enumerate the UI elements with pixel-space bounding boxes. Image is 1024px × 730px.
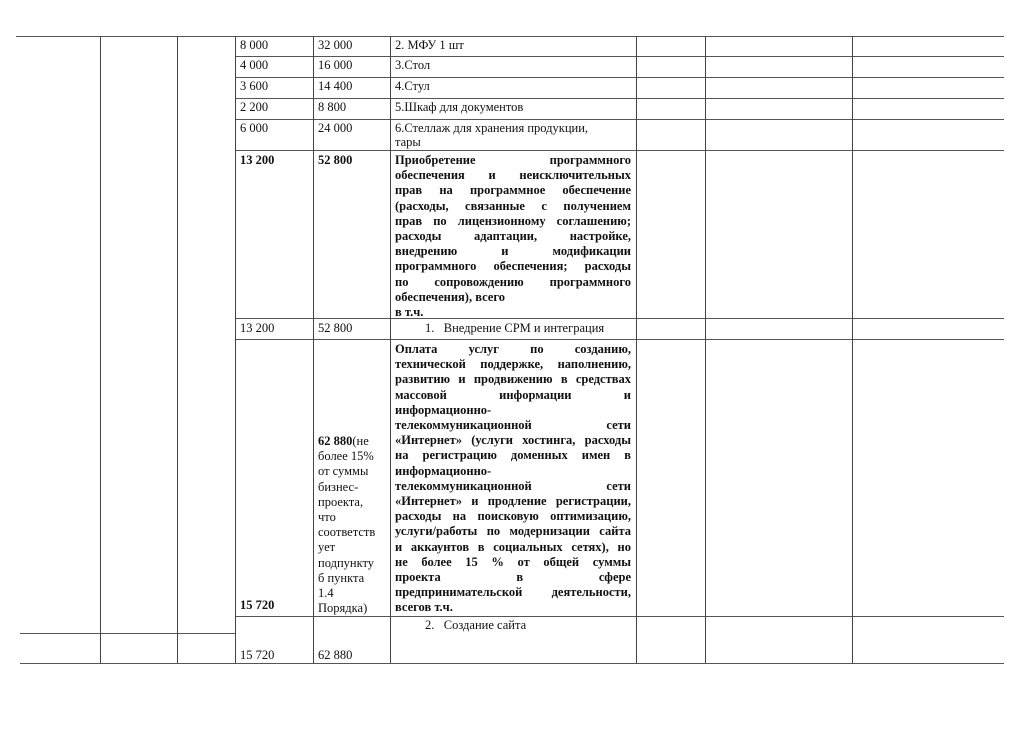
desc-line: внедрению и модификации (395, 244, 631, 259)
left-block-divider (20, 633, 236, 634)
price-cell: 15 720 (240, 648, 275, 662)
item-cell-line: 6.Стеллаж для хранения продукции, (395, 121, 589, 135)
total-note-line: что (318, 510, 336, 525)
price-cell: 13 200 (240, 321, 275, 335)
total-note-text: (не (352, 434, 369, 448)
desc-line: расходы на поисковую оптимизацию, (395, 509, 631, 524)
item-cell: 3.Стол (395, 58, 431, 72)
desc-line: Приобретение программного (395, 153, 631, 167)
col-border (705, 36, 706, 663)
row-divider (235, 56, 1004, 57)
total-cell: 14 400 (318, 79, 353, 93)
col-border (100, 36, 101, 663)
desc-line: телекоммуникационной сети (395, 478, 631, 493)
total-note-line: б пункта (318, 570, 365, 585)
desc-line: в т.ч. (395, 305, 424, 320)
desc-line: «Интернет» и продление регистрации, (395, 494, 631, 509)
website-services-description (395, 342, 631, 616)
desc-line: прав на программное обеспечение (395, 183, 631, 198)
desc-line: обеспечения), всего (395, 289, 505, 304)
col-border (852, 36, 853, 663)
desc-line: проекта в сфере (395, 570, 631, 585)
row-divider (235, 77, 1004, 78)
total-amount: 62 880 (318, 434, 353, 448)
desc-line: (расходы, связанные с получением (395, 198, 631, 213)
total-cell: 32 000 (318, 38, 353, 52)
total-note-line: соответств (318, 525, 376, 540)
col-border (636, 36, 637, 663)
total-note-line: подпункту (318, 555, 375, 570)
price-cell: 6 000 (240, 121, 269, 135)
total-note-line: от суммы (318, 464, 369, 479)
item-cell: 5.Шкаф для документов (395, 100, 524, 114)
total-note-line: Порядка) (318, 601, 368, 616)
desc-line: по сопровождению программного (395, 274, 631, 289)
total-note-line: ует (318, 540, 336, 555)
desc-line: услуги/работы по модернизации сайта (395, 524, 631, 539)
desc-line: технической поддержке, наполнению, (395, 357, 631, 372)
total-cell: 16 000 (318, 58, 353, 72)
total-cell: 62 880 (318, 648, 353, 662)
row-divider (235, 119, 1004, 120)
desc-line: всегов т.ч. (395, 600, 453, 615)
total-cell: 52 800 (318, 153, 353, 167)
desc-line: программного обеспечения; расходы (395, 259, 631, 274)
col-border (390, 36, 391, 663)
row-divider (235, 98, 1004, 99)
price-cell: 15 720 (240, 598, 275, 612)
desc-line: предпринимательской деятельности, (395, 585, 631, 600)
desc-line: не более 15 % от общей суммы (395, 554, 631, 569)
item-cell-line: тары (395, 135, 421, 149)
desc-line: расходы адаптации, настройке, (395, 229, 631, 244)
row-divider (235, 339, 1004, 340)
total-note-line: бизнес- (318, 479, 359, 494)
total-cell: 24 000 (318, 121, 353, 135)
desc-line: «Интернет» (услуги хостинга, расходы (395, 433, 631, 448)
desc-line: обеспечения и неисключительных (395, 168, 631, 183)
total-note-cell (318, 434, 390, 616)
price-cell: 2 200 (240, 100, 269, 114)
total-cell: 52 800 (318, 321, 353, 335)
desc-line: информационно- (395, 402, 492, 417)
col-border (313, 36, 314, 663)
desc-line: прав по лицензионному соглашению; (395, 213, 631, 228)
table-bottom-border (20, 663, 1004, 664)
price-cell: 13 200 (240, 153, 275, 167)
software-description (395, 153, 631, 320)
table-top-border (16, 36, 1004, 37)
price-cell: 4 000 (240, 58, 269, 72)
item-cell: 2. МФУ 1 шт (395, 38, 464, 52)
item-cell: 1. Внедрение СРМ и интеграция (425, 321, 605, 335)
total-cell: 8 800 (318, 100, 347, 114)
desc-line: Оплата услуг по созданию, (395, 342, 631, 356)
desc-line: массовой информации и (395, 387, 631, 402)
total-note-line: более 15% (318, 449, 374, 464)
desc-line: информационно- (395, 463, 492, 478)
row-divider (235, 150, 1004, 151)
price-cell: 3 600 (240, 79, 269, 93)
desc-line: на регистрацию доменных имен в (395, 448, 631, 463)
desc-line: и аккаунтов в социальных сетях), но (395, 539, 631, 554)
total-note-line: 1.4 (318, 586, 334, 601)
total-note-line: проекта, (318, 494, 364, 509)
col-border (235, 36, 236, 663)
item-cell: 4.Стул (395, 79, 430, 93)
desc-line: телекоммуникационной сети (395, 418, 631, 433)
col-border (177, 36, 178, 663)
desc-line: развитию и продвижению в средствах (395, 372, 631, 387)
total-note-line (318, 434, 390, 449)
item-cell: 2. Создание сайта (425, 618, 527, 632)
price-cell: 8 000 (240, 38, 269, 52)
